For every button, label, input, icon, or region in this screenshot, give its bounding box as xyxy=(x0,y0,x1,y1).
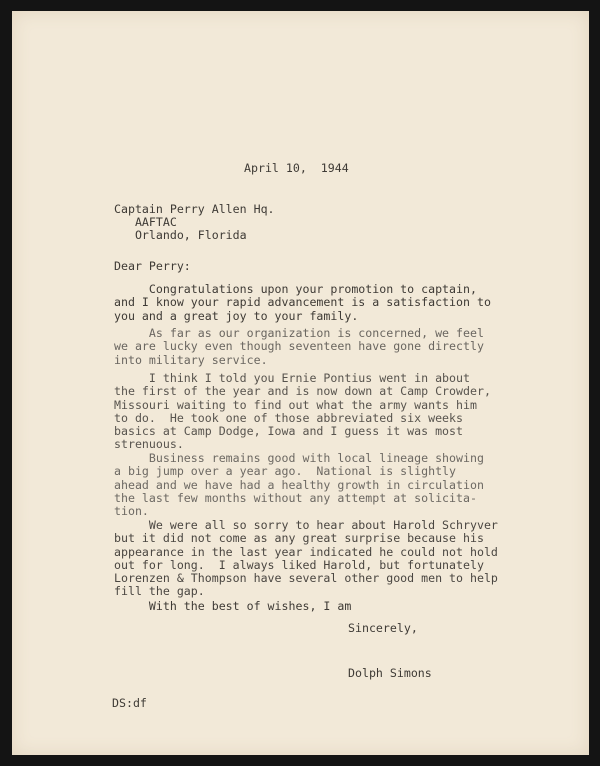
paragraph-line: Missouri waiting to find out what the army wants him xyxy=(114,397,477,412)
paragraph-line: we are lucky even though seventeen have gone directly xyxy=(114,339,484,354)
recipient-location: Orlando, Florida xyxy=(114,228,247,242)
paragraph-line: a big jump over a year ago. National is slightly xyxy=(114,464,457,479)
closing: Sincerely, xyxy=(348,621,418,635)
paragraph-line: ahead and we have had a healthy growth in circulation xyxy=(114,477,484,492)
letter-date: April 10, 1944 xyxy=(244,161,349,175)
paragraph-line: fill the gap. xyxy=(114,584,205,599)
salutation: Dear Perry: xyxy=(114,259,191,273)
paragraph-line: to do. He took one of those abbreviated six weeks xyxy=(114,410,464,425)
paragraph-line: the first of the year and is now down at Camp Crowder, xyxy=(114,384,491,399)
paragraph-line: appearance in the last year indicated he could not hold xyxy=(114,544,498,559)
letter-page xyxy=(12,11,589,755)
paragraph-line: but it did not come as any great surprise because his xyxy=(114,531,484,546)
recipient-name: Captain Perry Allen Hq. xyxy=(114,202,275,216)
paragraph-line: out for long. I always liked Harold, but fortunately xyxy=(114,557,484,572)
paragraph-line: basics at Camp Dodge, Iowa and I guess it was most xyxy=(114,424,464,439)
paragraph-line: tion. xyxy=(114,504,149,519)
paragraph-line: Business remains good with local lineage showing xyxy=(114,451,484,465)
recipient-unit: AAFTAC xyxy=(114,215,177,229)
paragraph-line: Lorenzen & Thompson have several other good men to help xyxy=(114,571,498,586)
paragraph-line: into military service. xyxy=(114,352,268,367)
paragraph-line: With the best of wishes, I am xyxy=(114,599,352,613)
paragraph-line: As far as our organization is concerned, we feel xyxy=(114,326,484,340)
paragraph-harold-schryver xyxy=(114,519,514,599)
paragraph-line: We were all so sorry to hear about Harold Schryver xyxy=(114,518,498,532)
paragraph-line: I think I told you Ernie Pontius went in about xyxy=(114,371,470,385)
paragraph-organization xyxy=(114,327,514,367)
paragraph-ernie-pontius xyxy=(114,372,514,452)
reference-initials: DS:df xyxy=(112,696,147,710)
paragraph-promotion xyxy=(114,283,514,323)
paragraph-line: you and a great joy to your family. xyxy=(114,308,359,323)
paragraph-line: the last few months without any attempt at solicita- xyxy=(114,490,477,505)
paragraph-business xyxy=(114,452,514,518)
paragraph-line: and I know your rapid advancement is a satisfaction to xyxy=(114,295,491,310)
paragraph-line: Congratulations upon your promotion to captain, xyxy=(114,282,477,296)
paragraph-line: strenuous. xyxy=(114,437,184,452)
signer-name: Dolph Simons xyxy=(348,666,432,680)
paragraph-best-wishes xyxy=(114,600,514,613)
